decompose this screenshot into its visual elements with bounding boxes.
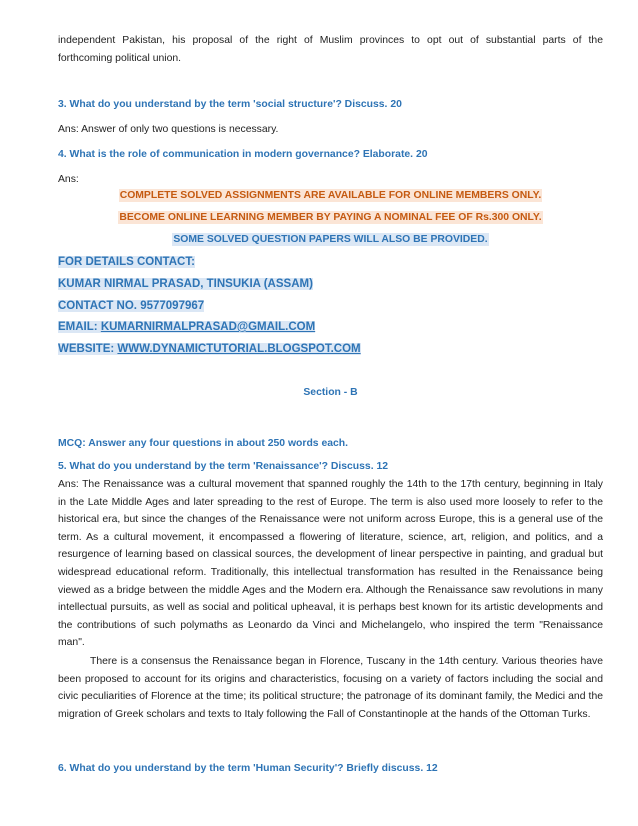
email-link[interactable]: KUMARNIRMALPRASAD@GMAIL.COM: [100, 321, 316, 333]
question-3: 3. What do you understand by the term 'social structure'? Discuss. 20: [58, 99, 402, 110]
intro-line-2: forthcoming political union.: [58, 52, 182, 64]
contact-heading: FOR DETAILS CONTACT:: [58, 256, 195, 268]
notice-line-3: SOME SOLVED QUESTION PAPERS WILL ALSO BE PROVIDED.: [173, 234, 488, 245]
contact-website: WEBSITE: WWW.DYNAMICTUTORIAL.BLOGSPOT.COM: [58, 343, 361, 355]
answer-5-paragraph-1: Ans: The Renaissance was a cultural movement that spanned roughly the 14th to the 17th century, beginning in Italy in the Late Middle Ages and later spreading to the rest of Europe. The term is also used more loosely to refer to the historical era, but since the changes of the Renaissance were not uniform across Europe, this is a general use of the term. As a cultural movement, it encompassed a flowering of literature, science, art, religion, and politics, and a resurgence of learning based on classical sources, the development of linear perspective in painting, and gradual but widespread educational reform. Traditionally, this intellectual transformation has resulted in the Renaissance being viewed as a bridge between the middle Ages and the Modern era. Although the Renaissance saw revolutions in many intellectual pursuits, as well as social and political upheaval, it is perhaps best known for its artistic developments and the contributions of such polymaths as Leonardo da Vinci and Michelangelo, who inspired the term "Renaissance man".: [58, 479, 603, 649]
answer-4: Ans:: [58, 174, 79, 185]
question-6: 6. What do you understand by the term 'Human Security'? Briefly discuss. 12: [58, 763, 438, 774]
intro-paragraph: [58, 32, 603, 67]
notice-line-1: COMPLETE SOLVED ASSIGNMENTS ARE AVAILABLE FOR ONLINE MEMBERS ONLY.: [119, 190, 542, 201]
contact-phone: CONTACT NO. 9577097967: [58, 300, 205, 312]
question-5: 5. What do you understand by the term 'Renaissance'? Discuss. 12: [58, 461, 389, 472]
website-link[interactable]: WWW.DYNAMICTUTORIAL.BLOGSPOT.COM: [117, 343, 361, 355]
contact-email: EMAIL: KUMARNIRMALPRASAD@GMAIL.COM: [58, 321, 316, 333]
contact-name: KUMAR NIRMAL PRASAD, TINSUKIA (ASSAM): [58, 278, 313, 290]
section-b-instruction: MCQ: Answer any four questions in about 250 words each.: [58, 438, 349, 449]
question-4: 4. What is the role of communication in modern governance? Elaborate. 20: [58, 149, 428, 160]
notice-line-2: BECOME ONLINE LEARNING MEMBER BY PAYING A NOMINAL FEE OF Rs.300 ONLY.: [119, 212, 542, 223]
answer-3: Ans: Answer of only two questions is necessary.: [58, 124, 279, 135]
section-b-title: Section - B: [303, 387, 358, 398]
answer-5-paragraph-2: There is a consensus the Renaissance began in Florence, Tuscany in the 14th century. Various theories have been proposed to account for its origins and characteristics, focusing on a variety of factors including the social and civic peculiarities of Florence at the time; its political structure; the patronage of its dominant family, the Medici and the migration of Greek scholars and texts to Italy following the Fall of Constantinople at the hands of the Ottoman Turks.: [58, 656, 603, 720]
intro-line-1: independent Pakistan, his proposal of the right of Muslim provinces to opt out of substantial parts of the: [58, 35, 603, 46]
